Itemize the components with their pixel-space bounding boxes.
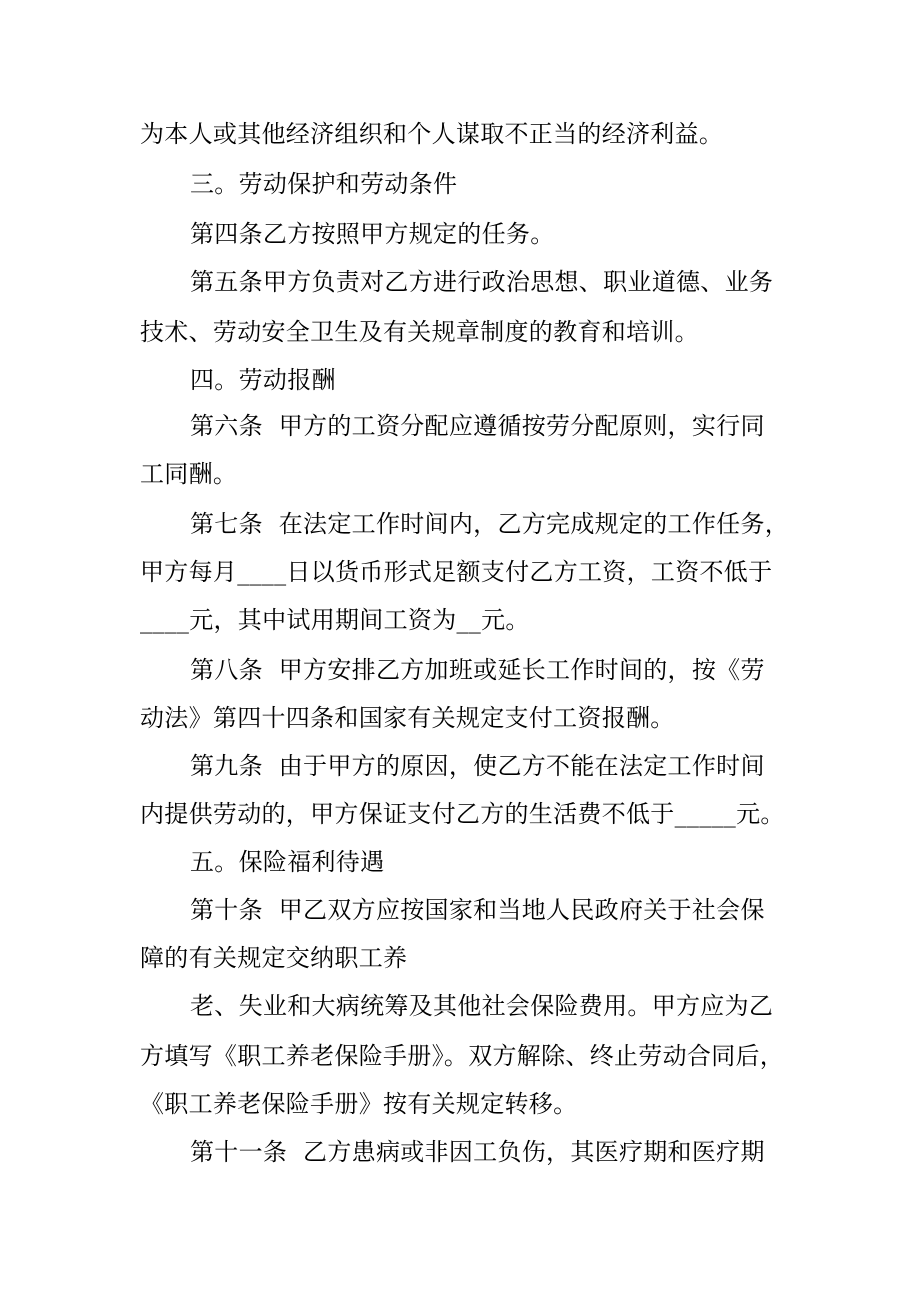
section-heading: 五。保险福利待遇 xyxy=(190,848,385,876)
text-line: 第四条乙方按照甲方规定的任务。 xyxy=(190,220,555,248)
text-line: 障的有关规定交纳职工养 xyxy=(140,944,408,972)
text-line: 《职工养老保险手册》按有关规定转移。 xyxy=(140,1090,578,1118)
text-line: 第九条 由于甲方的原因，使乙方不能在法定工作时间 xyxy=(190,752,765,780)
text-line: 动法》第四十四条和国家有关规定支付工资报酬。 xyxy=(140,704,675,732)
text-line: 第七条 在法定工作时间内，乙方完成规定的工作任务， xyxy=(190,510,790,538)
text-line: 为本人或其他经济组织和个人谋取不正当的经济利益。 xyxy=(140,120,724,148)
text-line: 第八条 甲方安排乙方加班或延长工作时间的，按《劳 xyxy=(190,656,765,684)
text-line: 第六条 甲方的工资分配应遵循按劳分配原则，实行同 xyxy=(190,412,765,440)
text-line: 内提供劳动的，甲方保证支付乙方的生活费不低于_____元。 xyxy=(140,800,785,828)
text-line: 第十条 甲乙双方应按国家和当地人民政府关于社会保 xyxy=(190,896,765,924)
text-line: 第十一条 乙方患病或非因工负伤，其医疗期和医疗期 xyxy=(190,1138,765,1166)
text-line: 工同酬。 xyxy=(140,460,238,488)
section-heading: 四。劳动报酬 xyxy=(190,366,336,394)
text-line: 甲方每月____日以货币形式足额支付乙方工资，工资不低于 xyxy=(140,558,773,586)
text-line: 第五条甲方负责对乙方进行政治思想、职业道德、业务 xyxy=(190,268,774,296)
section-heading: 三。劳动保护和劳动条件 xyxy=(190,170,458,198)
text-line: 技术、劳动安全卫生及有关规章制度的教育和培训。 xyxy=(140,318,699,346)
text-line: 方填写《职工养老保险手册》。双方解除、终止劳动合同后， xyxy=(140,1042,785,1070)
text-line: ____元，其中试用期间工资为__元。 xyxy=(140,606,530,634)
text-line: 老、失业和大病统筹及其他社会保险费用。甲方应为乙 xyxy=(190,992,774,1020)
